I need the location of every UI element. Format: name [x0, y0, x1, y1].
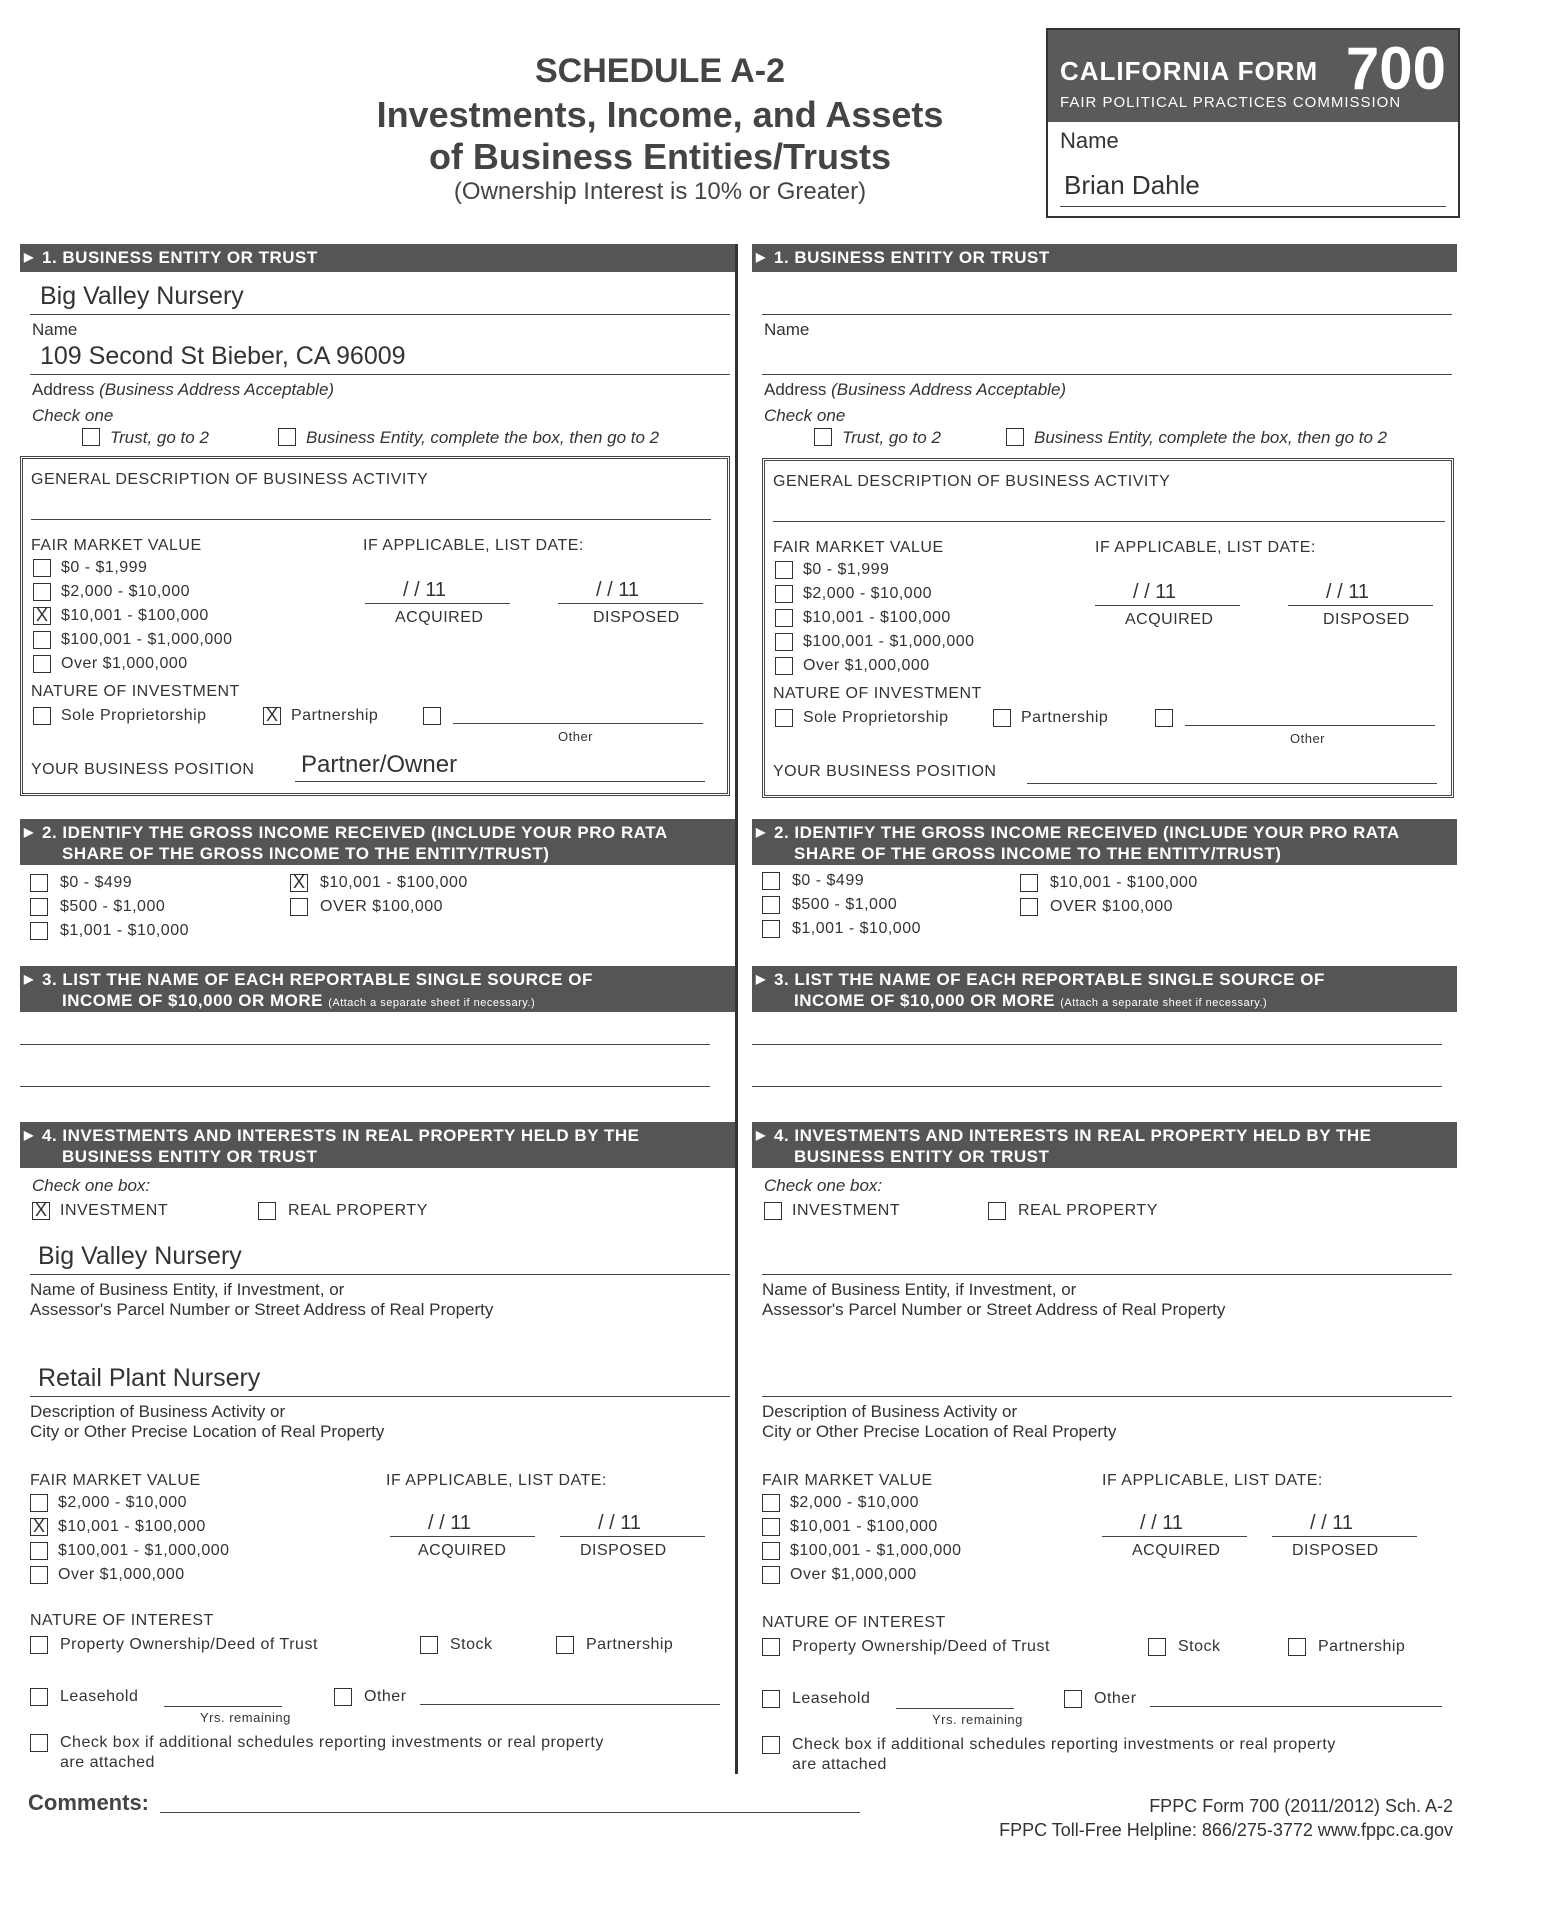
r-partnership-checkbox[interactable]	[993, 709, 1011, 727]
business-entity-box	[20, 456, 730, 796]
business-entity-label: Business Entity, complete the box, then go to 2	[306, 428, 660, 447]
r-leasehold-label: Leasehold	[792, 1690, 871, 1707]
r-s4-disposed-label: DISPOSED	[1292, 1542, 1379, 1559]
list-date-label: IF APPLICABLE, LIST DATE:	[363, 537, 584, 554]
s4-fmv-option-1: $2,000 - $10,000	[58, 1494, 187, 1511]
r-s4-line2: BUSINESS ENTITY OR TRUST	[794, 1147, 1050, 1166]
r-stock-label: Stock	[1178, 1638, 1221, 1655]
business-entity-checkbox[interactable]	[278, 428, 296, 446]
r-income-checkbox-4[interactable]	[1020, 874, 1038, 892]
gen-desc-label: GENERAL DESCRIPTION OF BUSINESS ACTIVITY	[31, 471, 429, 488]
s2-line2: SHARE OF THE GROSS INCOME TO THE ENTITY/TRUST)	[62, 844, 550, 863]
address-label-text: Address	[32, 380, 95, 399]
r-s4-entity-name-line[interactable]	[762, 1274, 1452, 1275]
r-other-nature-checkbox[interactable]	[1155, 709, 1173, 727]
r-fmv-checkbox-3[interactable]	[775, 609, 793, 627]
position-value[interactable]: Partner/Owner	[301, 751, 458, 778]
r-trust-checkbox[interactable]	[814, 428, 832, 446]
r-s4-acquired-year: / / 11	[1140, 1512, 1183, 1534]
r-acquired-date-line[interactable]	[1095, 605, 1240, 606]
r-s4-other-label: Other	[1094, 1690, 1137, 1707]
r-s4-name-help-1: Name of Business Entity, if Investment, or	[762, 1280, 1077, 1299]
right-column	[752, 244, 1457, 1774]
r-sole-prop-label: Sole Proprietorship	[803, 709, 949, 726]
r-s4-desc-help-1: Description of Business Activity or	[762, 1402, 1018, 1421]
other-label: Other	[558, 729, 594, 744]
r-s4-partnership-label: Partnership	[1318, 1638, 1406, 1655]
fmv-option-3: $10,001 - $100,000	[61, 607, 209, 624]
r-s3-line2-text: INCOME OF $10,000 OR MORE	[794, 991, 1055, 1010]
r-fmv-option-5: Over $1,000,000	[803, 657, 930, 674]
investment-label: INVESTMENT	[60, 1202, 169, 1219]
s4-acquired-line	[390, 1536, 535, 1537]
income-option-4: $10,001 - $100,000	[320, 874, 468, 891]
r-nature-interest-label: NATURE OF INTEREST	[762, 1614, 946, 1631]
r-s4-disposed-line[interactable]	[1272, 1536, 1417, 1537]
s4-partnership-checkbox[interactable]	[556, 1636, 574, 1654]
s4-fmv-checkbox-4[interactable]	[30, 1566, 48, 1584]
s4-disposed-year-value: / 11	[609, 1512, 641, 1534]
r-disposed-label: DISPOSED	[1323, 611, 1410, 628]
s3-note: (Attach a separate sheet if necessary.)	[328, 997, 536, 1009]
schedule-title: SCHEDULE A-2	[535, 52, 785, 90]
s4-partnership-label: Partnership	[586, 1636, 674, 1653]
r-s4-fmv-option-4: Over $1,000,000	[790, 1566, 917, 1583]
s4-name-help-1: Name of Business Entity, if Investment, or	[30, 1280, 345, 1299]
s3-line1: 3. LIST THE NAME OF EACH REPORTABLE SINGLE SOURCE OF	[42, 970, 593, 989]
r-real-property-label: REAL PROPERTY	[1018, 1202, 1158, 1219]
r-sole-prop-checkbox[interactable]	[775, 709, 793, 727]
fmv-checkbox-5[interactable]	[33, 655, 51, 673]
r-s4-fmv-checkbox-2[interactable]	[762, 1518, 780, 1536]
s4-desc-help-1: Description of Business Activity or	[30, 1402, 286, 1421]
s4-desc-help-2: City or Other Precise Location of Real Property	[30, 1422, 385, 1441]
r-addl-schedules-checkbox[interactable]	[762, 1736, 780, 1754]
disposed-year-value: / 11	[607, 579, 639, 601]
income-checkbox-4[interactable]: X	[290, 874, 308, 892]
r-s4-other-line[interactable]	[1150, 1706, 1442, 1707]
other-nature-checkbox[interactable]	[423, 707, 441, 725]
leasehold-label: Leasehold	[60, 1688, 139, 1705]
r-fmv-checkbox-4[interactable]	[775, 633, 793, 651]
nature-investment-label: NATURE OF INVESTMENT	[31, 683, 240, 700]
r-s3-line2	[774, 991, 1267, 1010]
r-s4-fmv-option-1: $2,000 - $10,000	[790, 1494, 919, 1511]
addl-schedules-checkbox[interactable]	[30, 1734, 48, 1752]
r-acquired-label: ACQUIRED	[1125, 611, 1214, 628]
stock-checkbox[interactable]	[420, 1636, 438, 1654]
s4-list-date-label: IF APPLICABLE, LIST DATE:	[386, 1472, 607, 1489]
income-checkbox-3[interactable]	[30, 922, 48, 940]
income-checkbox-5[interactable]	[290, 898, 308, 916]
disposed-label: DISPOSED	[593, 609, 680, 626]
r-s4-fmv-checkbox-1[interactable]	[762, 1494, 780, 1512]
r-income-checkbox-5[interactable]	[1020, 898, 1038, 916]
income-checkbox-1[interactable]	[30, 874, 48, 892]
r-position-line[interactable]	[1027, 783, 1437, 784]
address-label	[32, 380, 334, 400]
r-s3-line-a[interactable]	[752, 1044, 1442, 1045]
s4-acquired-year-value: / 11	[439, 1512, 471, 1534]
r-leasehold-checkbox[interactable]	[762, 1690, 780, 1708]
fmv-checkbox-3[interactable]: X	[33, 607, 51, 625]
address-value[interactable]: 109 Second St Bieber, CA 96009	[40, 342, 406, 370]
r-address-label	[764, 380, 1066, 400]
sole-prop-label: Sole Proprietorship	[61, 707, 207, 724]
check-one-box-label: Check one box:	[32, 1176, 151, 1195]
r-income-option-3: $1,001 - $10,000	[792, 920, 921, 937]
r-s4-disposed-year-value: / 11	[1321, 1512, 1353, 1534]
r-fmv-checkbox-5[interactable]	[775, 657, 793, 675]
s4-line1: 4. INVESTMENTS AND INTERESTS IN REAL PROPERTY HELD BY THE	[42, 1126, 640, 1145]
r-income-option-2: $500 - $1,000	[792, 896, 898, 913]
r-prop-own-checkbox[interactable]	[762, 1638, 780, 1656]
other-nature-line	[453, 723, 703, 724]
r-section3-header	[752, 966, 1457, 1012]
s4-fmv-option-2: $10,001 - $100,000	[58, 1518, 206, 1535]
r-addl-schedules-label-2: are attached	[792, 1756, 887, 1773]
r-other-label: Other	[1290, 731, 1326, 746]
form-id-footer: FPPC Form 700 (2011/2012) Sch. A-2	[1149, 1796, 1453, 1816]
form-heading-line3: (Ownership Interest is 10% or Greater)	[453, 178, 867, 205]
s4-acquired-label: ACQUIRED	[418, 1542, 507, 1559]
r-stock-checkbox[interactable]	[1148, 1638, 1166, 1656]
s4-disposed-year: / / 11	[598, 1512, 641, 1534]
s4-fmv-checkbox-2[interactable]: X	[30, 1518, 48, 1536]
income-option-5: OVER $100,000	[320, 898, 444, 915]
position-line	[295, 781, 705, 782]
r-s3-line1: 3. LIST THE NAME OF EACH REPORTABLE SINGLE SOURCE OF	[774, 970, 1325, 989]
r-trust-label: Trust, go to 2	[842, 428, 941, 447]
yrs-remaining-line	[164, 1706, 282, 1707]
s4-fmv-option-3: $100,001 - $1,000,000	[58, 1542, 230, 1559]
s4-entity-name-value[interactable]: Big Valley Nursery	[38, 1242, 242, 1270]
fmv-option-2: $2,000 - $10,000	[61, 583, 190, 600]
income-option-3: $1,001 - $10,000	[60, 922, 189, 939]
r-s4-line1: 4. INVESTMENTS AND INTERESTS IN REAL PROPERTY HELD BY THE	[774, 1126, 1372, 1145]
r-position-label: YOUR BUSINESS POSITION	[773, 763, 997, 780]
fmv-checkbox-4[interactable]	[33, 631, 51, 649]
r-income-checkbox-1[interactable]	[762, 872, 780, 890]
s3-line2	[42, 991, 535, 1010]
disposed-year: / / 11	[596, 579, 639, 601]
entity-name-value[interactable]: Big Valley Nursery	[40, 282, 244, 310]
s3-line-a[interactable]	[20, 1044, 710, 1045]
real-property-label: REAL PROPERTY	[288, 1202, 428, 1219]
prop-own-label: Property Ownership/Deed of Trust	[60, 1636, 318, 1653]
disposed-date-line	[558, 603, 703, 604]
r-disposed-date-line[interactable]	[1288, 605, 1433, 606]
form-banner	[1048, 30, 1458, 122]
s4-other-checkbox[interactable]	[334, 1688, 352, 1706]
r-s2-line1: 2. IDENTIFY THE GROSS INCOME RECEIVED (INCLUDE YOUR PRO RATA	[774, 823, 1400, 842]
filer-name-line	[1060, 206, 1446, 207]
s4-name-help-2: Assessor's Parcel Number or Street Address of Real Property	[30, 1300, 494, 1319]
r-address-line[interactable]	[762, 374, 1452, 375]
r-s3-note: (Attach a separate sheet if necessary.)	[1060, 997, 1268, 1009]
r-business-entity-label: Business Entity, complete the box, then go to 2	[1034, 428, 1388, 447]
position-label: YOUR BUSINESS POSITION	[31, 761, 255, 778]
r-address-note: (Business Address Acceptable)	[831, 380, 1067, 399]
yrs-remaining-label: Yrs. remaining	[200, 1710, 291, 1725]
r-s4-fmv-option-3: $100,001 - $1,000,000	[790, 1542, 962, 1559]
r-income-option-5: OVER $100,000	[1050, 898, 1174, 915]
r-yrs-remaining-line[interactable]	[896, 1708, 1014, 1709]
entity-name-line	[30, 314, 730, 315]
s4-fmv-label: FAIR MARKET VALUE	[30, 1472, 201, 1489]
r-investment-label: INVESTMENT	[792, 1202, 901, 1219]
income-checkbox-2[interactable]	[30, 898, 48, 916]
s4-disposed-line	[560, 1536, 705, 1537]
real-property-checkbox[interactable]	[258, 1202, 276, 1220]
income-option-2: $500 - $1,000	[60, 898, 166, 915]
s4-entity-name-line	[30, 1274, 730, 1275]
r-fmv-checkbox-1[interactable]	[775, 561, 793, 579]
r-s4-partnership-checkbox[interactable]	[1288, 1638, 1306, 1656]
r-fmv-option-3: $10,001 - $100,000	[803, 609, 951, 626]
r-fmv-option-2: $2,000 - $10,000	[803, 585, 932, 602]
acquired-year: / / 11	[403, 579, 446, 601]
s4-desc-line	[30, 1396, 730, 1397]
r-address-label-text: Address	[764, 380, 827, 399]
fmv-checkbox-2[interactable]	[33, 583, 51, 601]
check-one-label: Check one	[32, 406, 114, 425]
section4-header	[20, 1122, 735, 1168]
address-note: (Business Address Acceptable)	[99, 380, 335, 399]
r-real-property-checkbox[interactable]	[988, 1202, 1006, 1220]
s4-fmv-checkbox-3[interactable]	[30, 1542, 48, 1560]
section2-header	[20, 819, 735, 865]
r-check-one-label: Check one	[764, 406, 846, 425]
r-partnership-label: Partnership	[1021, 709, 1109, 726]
r-fmv-label: FAIR MARKET VALUE	[773, 539, 944, 556]
r-s4-acquired-year-value: / 11	[1151, 1512, 1183, 1534]
form-label: CALIFORNIA FORM	[1060, 56, 1319, 86]
gen-desc-line	[31, 519, 711, 520]
name-label: Name	[32, 320, 78, 339]
fmv-label: FAIR MARKET VALUE	[31, 537, 202, 554]
r-s4-disposed-year: / / 11	[1310, 1512, 1353, 1534]
r-s4-fmv-checkbox-3[interactable]	[762, 1542, 780, 1560]
acquired-label: ACQUIRED	[395, 609, 484, 626]
trust-label: Trust, go to 2	[110, 428, 209, 447]
r-entity-name-line[interactable]	[762, 314, 1452, 315]
fmv-option-5: Over $1,000,000	[61, 655, 188, 672]
r-s3-line-b[interactable]	[752, 1086, 1442, 1087]
r-s4-fmv-option-2: $10,001 - $100,000	[790, 1518, 938, 1535]
r-list-date-label: IF APPLICABLE, LIST DATE:	[1095, 539, 1316, 556]
partnership-checkbox[interactable]: X	[263, 707, 281, 725]
leasehold-checkbox[interactable]	[30, 1688, 48, 1706]
r-fmv-checkbox-2[interactable]	[775, 585, 793, 603]
r-s4-acquired-line[interactable]	[1102, 1536, 1247, 1537]
r-business-entity-checkbox[interactable]	[1006, 428, 1024, 446]
comments-line[interactable]	[160, 1812, 860, 1813]
form-number: 700	[1345, 35, 1446, 102]
trust-checkbox[interactable]	[82, 428, 100, 446]
r-s2-line2: SHARE OF THE GROSS INCOME TO THE ENTITY/TRUST)	[794, 844, 1282, 863]
income-option-1: $0 - $499	[60, 874, 133, 891]
s4-desc-value[interactable]: Retail Plant Nursery	[38, 1364, 261, 1392]
s3-line-b[interactable]	[20, 1086, 710, 1087]
r-disposed-year: / / 11	[1326, 581, 1369, 603]
r-gen-desc-line[interactable]	[773, 521, 1445, 522]
section3-header	[20, 966, 735, 1012]
left-column	[20, 244, 738, 1774]
s4-disposed-label: DISPOSED	[580, 1542, 667, 1559]
r-acquired-year-value: / 11	[1144, 581, 1176, 603]
section1-header: ▶ 1. BUSINESS ENTITY OR TRUST	[20, 244, 735, 272]
s4-fmv-option-4: Over $1,000,000	[58, 1566, 185, 1583]
r-gen-desc-label: GENERAL DESCRIPTION OF BUSINESS ACTIVITY	[773, 473, 1171, 490]
r-s4-other-checkbox[interactable]	[1064, 1690, 1082, 1708]
s4-acquired-year: / / 11	[428, 1512, 471, 1534]
r-fmv-option-1: $0 - $1,999	[803, 561, 890, 578]
s4-fmv-checkbox-1[interactable]	[30, 1494, 48, 1512]
r-other-nature-line[interactable]	[1185, 725, 1435, 726]
acquired-date-line	[365, 603, 510, 604]
r-s4-list-date-label: IF APPLICABLE, LIST DATE:	[1102, 1472, 1323, 1489]
stock-label: Stock	[450, 1636, 493, 1653]
r-income-option-4: $10,001 - $100,000	[1050, 874, 1198, 891]
fmv-option-1: $0 - $1,999	[61, 559, 148, 576]
fmv-option-4: $100,001 - $1,000,000	[61, 631, 233, 648]
r-fmv-option-4: $100,001 - $1,000,000	[803, 633, 975, 650]
r-acquired-year: / / 11	[1133, 581, 1176, 603]
s3-line2-text: INCOME OF $10,000 OR MORE	[62, 991, 323, 1010]
r-s4-fmv-checkbox-4[interactable]	[762, 1566, 780, 1584]
commission-label: FAIR POLITICAL PRACTICES COMMISSION	[1060, 94, 1402, 111]
r-s4-name-help-2: Assessor's Parcel Number or Street Address of Real Property	[762, 1300, 1226, 1319]
address-line	[30, 374, 730, 375]
addl-schedules-label-1: Check box if additional schedules reporting investments or real property	[60, 1734, 604, 1751]
r-s4-fmv-label: FAIR MARKET VALUE	[762, 1472, 933, 1489]
r-income-option-1: $0 - $499	[792, 872, 865, 889]
r-section1-header: ▶ 1. BUSINESS ENTITY OR TRUST	[752, 244, 1457, 272]
comments-label: Comments:	[28, 1790, 150, 1815]
r-addl-schedules-label-1: Check box if additional schedules reporting investments or real property	[792, 1736, 1336, 1753]
s4-other-line	[420, 1704, 720, 1705]
addl-schedules-label-2: are attached	[60, 1754, 155, 1771]
r-prop-own-label: Property Ownership/Deed of Trust	[792, 1638, 1050, 1655]
form-id-box	[1046, 28, 1460, 218]
r-s4-desc-line[interactable]	[762, 1396, 1452, 1397]
r-nature-investment-label: NATURE OF INVESTMENT	[773, 685, 982, 702]
form-heading-line2: of Business Entities/Trusts	[428, 136, 892, 177]
filer-name-value[interactable]: Brian Dahle	[1064, 170, 1200, 200]
filer-name-label: Name	[1060, 128, 1119, 153]
acquired-year-value: / 11	[414, 579, 446, 601]
s4-other-label: Other	[364, 1688, 407, 1705]
r-investment-checkbox[interactable]	[764, 1202, 782, 1220]
s2-line1: 2. IDENTIFY THE GROSS INCOME RECEIVED (INCLUDE YOUR PRO RATA	[42, 823, 668, 842]
r-yrs-remaining-label: Yrs. remaining	[932, 1712, 1023, 1727]
r-section2-header	[752, 819, 1457, 865]
helpline-footer: FPPC Toll-Free Helpline: 866/275-3772 www.fppc.ca.gov	[999, 1820, 1453, 1840]
form-heading-line1: Investments, Income, and Assets	[376, 94, 944, 135]
r-name-label: Name	[764, 320, 810, 339]
sole-prop-checkbox[interactable]	[33, 707, 51, 725]
s4-line2: BUSINESS ENTITY OR TRUST	[62, 1147, 318, 1166]
r-income-checkbox-3[interactable]	[762, 920, 780, 938]
r-section4-header	[752, 1122, 1457, 1168]
partnership-label: Partnership	[291, 707, 379, 724]
investment-checkbox[interactable]: X	[32, 1202, 50, 1220]
r-s4-desc-help-2: City or Other Precise Location of Real Property	[762, 1422, 1117, 1441]
prop-own-checkbox[interactable]	[30, 1636, 48, 1654]
r-disposed-year-value: / 11	[1337, 581, 1369, 603]
r-check-one-box-label: Check one box:	[764, 1176, 883, 1195]
r-business-entity-box	[762, 458, 1454, 798]
nature-interest-label: NATURE OF INTEREST	[30, 1612, 214, 1629]
r-s4-acquired-label: ACQUIRED	[1132, 1542, 1221, 1559]
r-income-checkbox-2[interactable]	[762, 896, 780, 914]
fmv-checkbox-1[interactable]	[33, 559, 51, 577]
